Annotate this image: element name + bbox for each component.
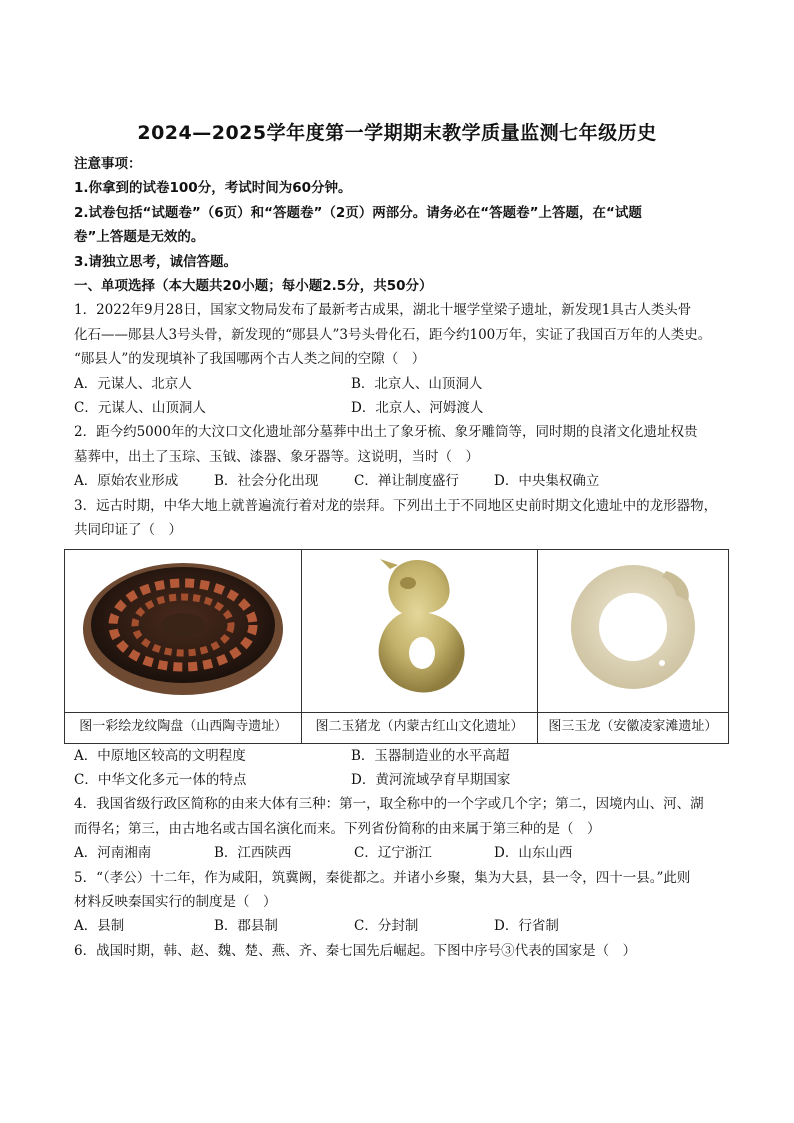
q3-option-d[interactable]: D．黄河流域孕育早期国家: [351, 771, 511, 788]
figure-3-caption: 图三玉龙（安徽凌家滩遗址）: [537, 712, 728, 743]
q2-option-d[interactable]: D．中央集权确立: [494, 473, 600, 490]
q1-line-3: “郧县人”的发现填补了我国哪两个古人类之间的空隙（ ）: [74, 351, 426, 368]
q5-line-1: 5．“（孝公）十二年，作为咸阳，筑冀阙，秦徙都之。并诸小乡聚，集为大县，县一令，四十一县。”此则: [74, 869, 691, 886]
q5-options: [74, 914, 728, 938]
q5-option-c[interactable]: C．分封制: [354, 918, 419, 935]
q2-option-c[interactable]: C．禅让制度盛行: [354, 473, 459, 490]
figure-2-caption: 图二玉猪龙（内蒙古红山文化遗址）: [302, 712, 537, 743]
exam-content: [74, 152, 728, 963]
note-2a: 2.试卷包括“试题卷”（6页）和“答题卷”（2页）两部分。请务必在“答题卷”上答题，在“试题: [74, 204, 642, 221]
figure-3-cell: [537, 549, 728, 712]
q3-options-row-2: [74, 768, 728, 792]
q4-option-c[interactable]: C．辽宁浙江: [354, 845, 432, 862]
note-3: 3.请独立思考，诚信答题。: [74, 253, 238, 270]
q3-options-row-1: [74, 744, 728, 768]
q3-line-2: 共同印证了（ ）: [74, 522, 182, 539]
q3-option-b[interactable]: B．玉器制造业的水平高超: [351, 747, 510, 764]
q5-option-a[interactable]: A．县制: [74, 918, 125, 935]
q4-line-2: 而得名；第三，由古地名或古国名演化而来。下列省份简称的由来属于第三种的是（ ）: [74, 820, 601, 837]
notes-heading: 注意事项：: [74, 156, 142, 172]
q1-options-row-2: [74, 396, 728, 420]
q3-option-c[interactable]: C．中华文化多元一体的特点: [74, 771, 247, 788]
painted-dragon-plate-image: [78, 551, 288, 701]
q3-option-a[interactable]: A．中原地区较高的文明程度: [74, 747, 246, 764]
section-1-heading: 一、单项选择（本大题共20小题；每小题2.5分，共50分）: [74, 278, 433, 295]
q3-line-1: 3．远古时期，中华大地上就普遍流行着对龙的崇拜。下列出土于不同地区史前时期文化遗址中的龙形器物，: [74, 497, 718, 514]
figure-1-cell: [65, 549, 302, 712]
q4-line-1: 4．我国省级行政区简称的由来大体有三种：第一，取全称中的一个字或几个字；第二，因境内山、河、湖: [74, 796, 704, 813]
figure-2-cell: [302, 549, 537, 712]
exam-title: 2024—2025学年度第一学期期末教学质量监测七年级历史: [137, 122, 657, 144]
q4-option-d[interactable]: D．山东山西: [494, 845, 573, 862]
q1-line-1: 1．2022年9月28日，国家文物局发布了最新考古成果，湖北十堰学堂梁子遗址，新发现1具古人类头骨: [74, 302, 692, 319]
jade-pig-dragon-image: [350, 551, 490, 701]
q2-option-a[interactable]: A．原始农业形成: [74, 473, 179, 490]
q2-line-1: 2．距今约5000年的大汶口文化遗址部分墓葬中出土了象牙梳、象牙雕筒等，同时期的良渚文化遗址权贵: [74, 424, 698, 441]
figure-1-caption: 图一彩绘龙纹陶盘（山西陶寺遗址）: [65, 712, 302, 743]
jade-dragon-ring-image: [558, 551, 708, 701]
q1-option-d[interactable]: D．北京人、河姆渡人: [351, 400, 484, 417]
q1-option-a[interactable]: A．元谋人、北京人: [74, 375, 192, 392]
q1-option-b[interactable]: B．北京人、山顶洞人: [351, 375, 483, 392]
q1-line-2: 化石——郧县人3号头骨，新发现的“郧县人”3号头骨化石，距今约100万年，实证了我国百万年的人类史。: [74, 326, 712, 343]
q5-line-2: 材料反映秦国实行的制度是（ ）: [74, 893, 277, 910]
q4-options: [74, 841, 728, 865]
note-2b: 卷”上答题是无效的。: [74, 229, 205, 246]
q4-option-a[interactable]: A．河南湘南: [74, 845, 152, 862]
q1-option-c[interactable]: C．元谋人、山顶洞人: [74, 400, 206, 417]
q2-line-2: 墓葬中，出土了玉琮、玉钺、漆器、象牙器等。这说明，当时（ ）: [74, 448, 479, 465]
q4-option-b[interactable]: B．江西陕西: [214, 845, 292, 862]
note-1: 1.你拿到的试卷100分，考试时间为60分钟。: [74, 180, 352, 197]
q6-line-1: 6．战国时期，韩、赵、魏、楚、燕、齐、秦七国先后崛起。下图中序号③代表的国家是（ ）: [74, 942, 637, 959]
q5-option-d[interactable]: D．行省制: [494, 918, 559, 935]
q3-figure-table: [64, 549, 729, 744]
q2-option-b[interactable]: B．社会分化出现: [214, 473, 319, 490]
q1-options-row-1: [74, 372, 728, 396]
q5-option-b[interactable]: B．郡县制: [214, 918, 278, 935]
q2-options: [74, 469, 728, 493]
